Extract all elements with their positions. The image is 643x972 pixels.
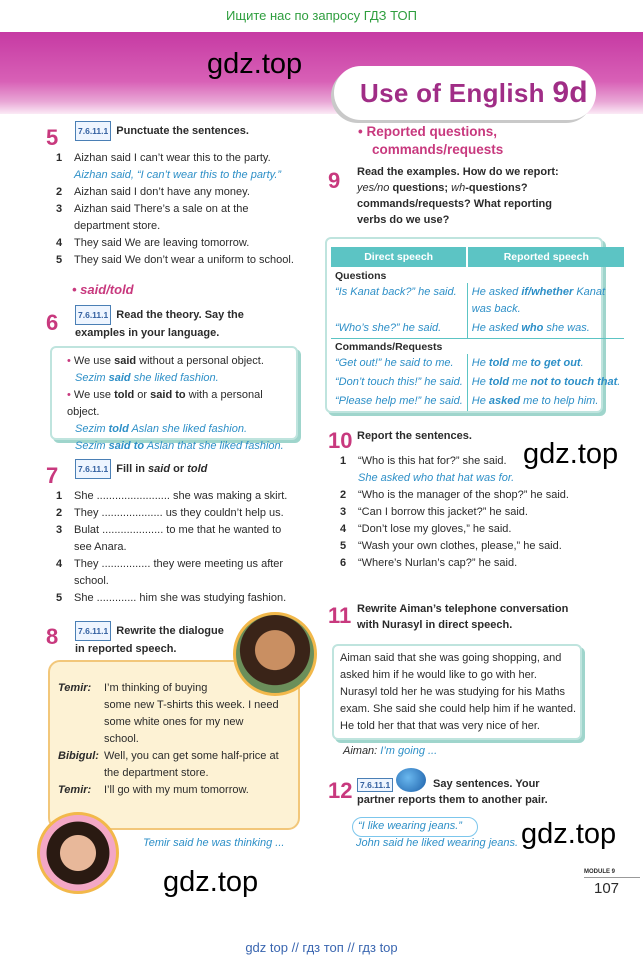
dialogue	[58, 680, 279, 799]
exercise-7-title	[75, 459, 207, 479]
rule-keyword: said to	[150, 389, 186, 401]
item-number: 4	[56, 558, 63, 570]
example-text: Sezim	[75, 423, 109, 435]
rule-text: We use	[73, 355, 115, 367]
exercise-11-hint	[343, 745, 437, 757]
instruction-line: examples in your language.	[75, 327, 220, 339]
item-number: 2	[340, 489, 347, 501]
table-cell	[467, 392, 624, 411]
list-item	[340, 521, 569, 538]
instruction-line	[357, 180, 559, 196]
conversation-box	[332, 644, 582, 740]
item-number: 5	[56, 592, 63, 604]
list-item	[56, 201, 294, 218]
list-item	[56, 573, 287, 590]
conversation-line: exam. She said she could help him if he wanted.	[340, 703, 577, 715]
item-text: “Don’t lose my gloves,” he said.	[358, 523, 512, 535]
list-item	[56, 184, 294, 201]
list-item	[56, 252, 294, 269]
curriculum-code: 7.6.11.1	[75, 121, 111, 141]
item-text: Aizhan said There’s a sale on at the	[74, 203, 249, 215]
exercise-12-title: Say sentences. Your	[433, 778, 540, 790]
conversation-line: Nurasyl told her he was studying for his Maths	[340, 686, 565, 698]
dialogue-line: the department store.	[104, 767, 209, 779]
page-title	[360, 76, 588, 110]
exercise-7-number: 7	[46, 463, 59, 488]
item-number: 5	[56, 254, 63, 266]
instruction-line: Rewrite the dialogue	[116, 624, 224, 637]
exercise-10-number: 10	[328, 428, 353, 453]
instruction-line: Rewrite Aiman’s telephone conversation	[357, 603, 569, 615]
exercise-11-number: 11	[328, 603, 352, 628]
rule-keyword: said	[114, 355, 137, 367]
item-number: 6	[340, 557, 347, 569]
item-number: 1	[340, 455, 347, 467]
exercise-9-number: 9	[328, 168, 341, 193]
instruction-word: said	[148, 462, 171, 475]
hint-text: I’m going ...	[377, 745, 438, 757]
cell-text: me	[509, 376, 531, 388]
boy-photo	[233, 612, 317, 696]
curriculum-code: 7.6.11.1	[357, 778, 393, 792]
rule-keyword: told	[114, 389, 135, 401]
cell-text: He asked	[471, 322, 522, 334]
item-number: 1	[56, 490, 63, 502]
speaker-name: Bibigul:	[58, 750, 99, 762]
item-text: department store.	[74, 220, 161, 232]
example-text: Sezim	[75, 372, 109, 384]
item-text: She ............. him she was studying fashion.	[74, 592, 287, 604]
instruction-word: yes/no	[357, 182, 390, 194]
dialogue-turn	[58, 748, 279, 782]
item-text: Aizhan said I can’t wear this to the party.	[74, 152, 271, 164]
example-keyword: told	[108, 423, 129, 435]
exercise-5-list	[56, 150, 294, 269]
list-item	[340, 453, 569, 470]
table-cell	[467, 319, 624, 339]
cell-text: He asked	[471, 286, 522, 298]
exercise-7-list	[56, 488, 287, 607]
table-cell: “Get out!” he said to me.	[331, 354, 467, 373]
page-title-text: Use of English	[360, 78, 545, 108]
item-text: They said We are leaving tomorrow.	[74, 237, 250, 249]
instruction-line: verbs do we use?	[357, 214, 450, 226]
item-number: 2	[56, 507, 63, 519]
list-item	[56, 488, 287, 505]
item-number: 3	[340, 506, 347, 518]
list-item	[56, 150, 294, 167]
table-cell	[467, 373, 624, 392]
exercise-5-instruction: Punctuate the sentences.	[116, 124, 249, 137]
footer-text[interactable]: gdz top // гдз топ // гдз top	[245, 940, 398, 955]
item-text: school.	[74, 575, 109, 587]
cell-text: Kanat	[573, 286, 606, 298]
cell-keyword: who	[521, 322, 544, 334]
example-text: Sezim	[75, 440, 109, 452]
dialogue-turn	[58, 680, 279, 748]
rule-text: without a personal object.	[136, 355, 264, 367]
conversation-line: Aiman said that she was going shopping, and	[340, 652, 562, 664]
table-header: Direct speech	[331, 247, 467, 267]
item-number: 1	[56, 152, 63, 164]
rule-text: or	[134, 389, 151, 401]
list-item	[340, 555, 569, 572]
exercise-6-title	[75, 305, 244, 341]
heading-text: • said/told	[72, 282, 134, 297]
watermark: gdz.top	[521, 818, 617, 850]
divider	[584, 877, 640, 878]
dialogue-line: some new T-shirts this week. I need	[104, 699, 279, 711]
instruction-word: wh	[451, 182, 466, 194]
instruction-line: commands/requests? What reporting	[357, 198, 552, 210]
table-section: Questions	[335, 270, 387, 282]
theory-example	[67, 370, 296, 387]
dialogue-turn	[58, 782, 279, 799]
table-cell: “Who’s she?” he said.	[331, 319, 467, 339]
instruction-line: with Nurasyl in direct speech.	[357, 619, 513, 631]
cell-text: He	[471, 395, 489, 407]
list-item	[56, 522, 287, 539]
exercise-12-example-reported: John said he liked wearing jeans.	[356, 837, 519, 849]
example-keyword: said	[108, 372, 131, 384]
instruction-text: -questions?	[465, 182, 528, 194]
exercise-8-title	[75, 621, 224, 657]
cell-text: .	[580, 357, 584, 369]
pair-work-icon	[396, 768, 426, 792]
list-item	[340, 487, 569, 504]
item-number: 2	[56, 186, 63, 198]
item-text: “Who is this hat for?” she said.	[358, 455, 507, 467]
cell-keyword: told	[488, 376, 510, 388]
exercise-10-title: Report the sentences.	[357, 430, 472, 442]
exercise-5-number: 5	[46, 125, 59, 150]
item-text: They .................... us they couldn’t help us.	[74, 507, 284, 519]
exercise-12-title-line2: partner reports them to another pair.	[357, 794, 548, 806]
cell-text: He	[471, 376, 489, 388]
item-number: 4	[340, 523, 347, 535]
page-number: 107	[594, 880, 620, 897]
cell-keyword: told	[488, 357, 510, 369]
heading-line: commands/requests	[372, 142, 504, 157]
cell-keyword: to get out	[530, 357, 581, 369]
dialogue-line: I’ll go with my mum tomorrow.	[104, 784, 249, 796]
exercise-11-title	[357, 601, 568, 633]
list-item	[56, 218, 294, 235]
list-item	[56, 539, 287, 556]
conversation-line: He told her that that was very nice of her.	[340, 720, 540, 732]
curriculum-code: 7.6.11.1	[75, 305, 111, 325]
module-label: MODULE 9	[584, 869, 616, 875]
instruction-text: or	[170, 462, 188, 475]
cell-text: she was.	[543, 322, 590, 334]
table-cell: “Don’t touch this!” he said.	[331, 373, 467, 392]
instruction-word: told	[187, 462, 208, 475]
theory-example	[67, 421, 296, 438]
dialogue-line: Well, you can get some half-price at	[104, 750, 279, 762]
watermark: gdz.top	[163, 866, 259, 898]
item-text: “Wash your own clothes, please,” he said.	[358, 540, 562, 552]
instruction-text: questions;	[389, 182, 452, 194]
cell-text: me	[509, 357, 531, 369]
cell-text: He	[471, 357, 489, 369]
unit-number: 9d	[552, 76, 588, 109]
list-item	[56, 590, 287, 607]
list-item	[340, 538, 569, 555]
item-text: “Who is the manager of the shop?” he said.	[358, 489, 569, 501]
dialogue-line: I’m thinking of buying	[104, 682, 208, 694]
list-item	[56, 235, 294, 252]
item-number: 5	[340, 540, 347, 552]
theory-rule-2	[67, 387, 296, 421]
item-number: 3	[56, 203, 63, 215]
cell-text: me to help him.	[520, 395, 599, 407]
item-number: 3	[56, 524, 63, 536]
exercise-8-hint: Temir said he was thinking ...	[143, 837, 285, 849]
reported-speech-heading	[358, 123, 503, 159]
theory-example	[67, 438, 296, 455]
conversation-line: asked him if he would like to go with her.	[340, 669, 537, 681]
item-text: “Can I borrow this jacket?” he said.	[358, 506, 528, 518]
list-item	[56, 556, 287, 573]
exercise-9-title	[357, 164, 559, 228]
watermark: gdz.top	[523, 438, 619, 470]
exercise-12-number: 12	[328, 778, 353, 803]
exercise-10-example: She asked who that hat was for.	[358, 472, 515, 484]
rule-text: We use	[73, 389, 115, 401]
speaker-name: Temir:	[58, 784, 92, 796]
dialogue-line: some white ones for my new	[104, 716, 244, 728]
exercise-6-number: 6	[46, 310, 59, 335]
table-cell: “Is Kanat back?” he said.	[331, 283, 467, 319]
girl-photo	[37, 812, 119, 894]
speaker-name: Temir:	[58, 682, 92, 694]
table-section: Commands/Requests	[331, 339, 624, 355]
exercise-5-title	[75, 121, 249, 141]
example-text: she liked fashion.	[130, 372, 219, 384]
table-cell	[467, 354, 624, 373]
item-number: 4	[56, 237, 63, 249]
cell-text: .	[617, 376, 621, 388]
example-text: Aslan she liked fashion.	[128, 423, 248, 435]
cell-keyword: asked	[488, 395, 521, 407]
cell-keyword: not to touch that	[530, 376, 618, 388]
said-told-heading	[72, 281, 134, 299]
theory-rule-1	[67, 353, 296, 370]
top-banner-text[interactable]: Ищите нас по запросу ГДЗ ТОП	[226, 8, 417, 23]
heading-line: • Reported questions,	[358, 123, 503, 141]
theory-box	[50, 346, 298, 452]
list-item	[56, 505, 287, 522]
item-text: see Anara.	[74, 541, 127, 553]
cell-keyword: if/whether	[521, 286, 574, 298]
table-cell: “Please help me!” he said.	[331, 392, 467, 411]
table-cell	[467, 283, 624, 319]
item-text: She ........................ she was making a skirt.	[74, 490, 288, 502]
exercise-12-example-direct: “I like wearing jeans.”	[358, 820, 462, 832]
table-header: Reported speech	[467, 247, 624, 267]
hint-speaker: Aiman:	[343, 745, 378, 757]
grammar-table	[331, 247, 624, 411]
instruction-text: Fill in	[116, 462, 149, 475]
list-item	[340, 504, 569, 521]
cell-text: was back.	[471, 303, 521, 315]
reported-speech-table	[325, 237, 621, 413]
example-keyword: said to	[108, 440, 145, 452]
curriculum-code: 7.6.11.1	[75, 621, 111, 641]
exercise-5-example: Aizhan said, “I can’t wear this to the party.”	[74, 169, 282, 181]
item-text: Aizhan said I don’t have any money.	[74, 186, 250, 198]
exercise-10-list	[340, 453, 569, 572]
watermark: gdz.top	[207, 48, 303, 80]
item-text: They said We don’t wear a uniform to school.	[74, 254, 294, 266]
instruction-line: Read the theory. Say the	[116, 308, 244, 321]
instruction-line: in reported speech.	[75, 643, 177, 655]
item-text: They ................ they were meeting us after	[74, 558, 284, 570]
curriculum-code: 7.6.11.1	[75, 459, 111, 479]
item-text: “Where’s Nurlan’s cap?” he said.	[358, 557, 518, 569]
dialogue-line: school.	[104, 733, 139, 745]
exercise-8-number: 8	[46, 624, 59, 649]
example-text: Aslan that she liked fashion.	[144, 440, 284, 452]
instruction-line: Read the examples. How do we report:	[357, 166, 559, 178]
rule-text: with a personal object.	[67, 389, 263, 418]
item-text: Bulat .................... to me that he wanted to	[74, 524, 282, 536]
